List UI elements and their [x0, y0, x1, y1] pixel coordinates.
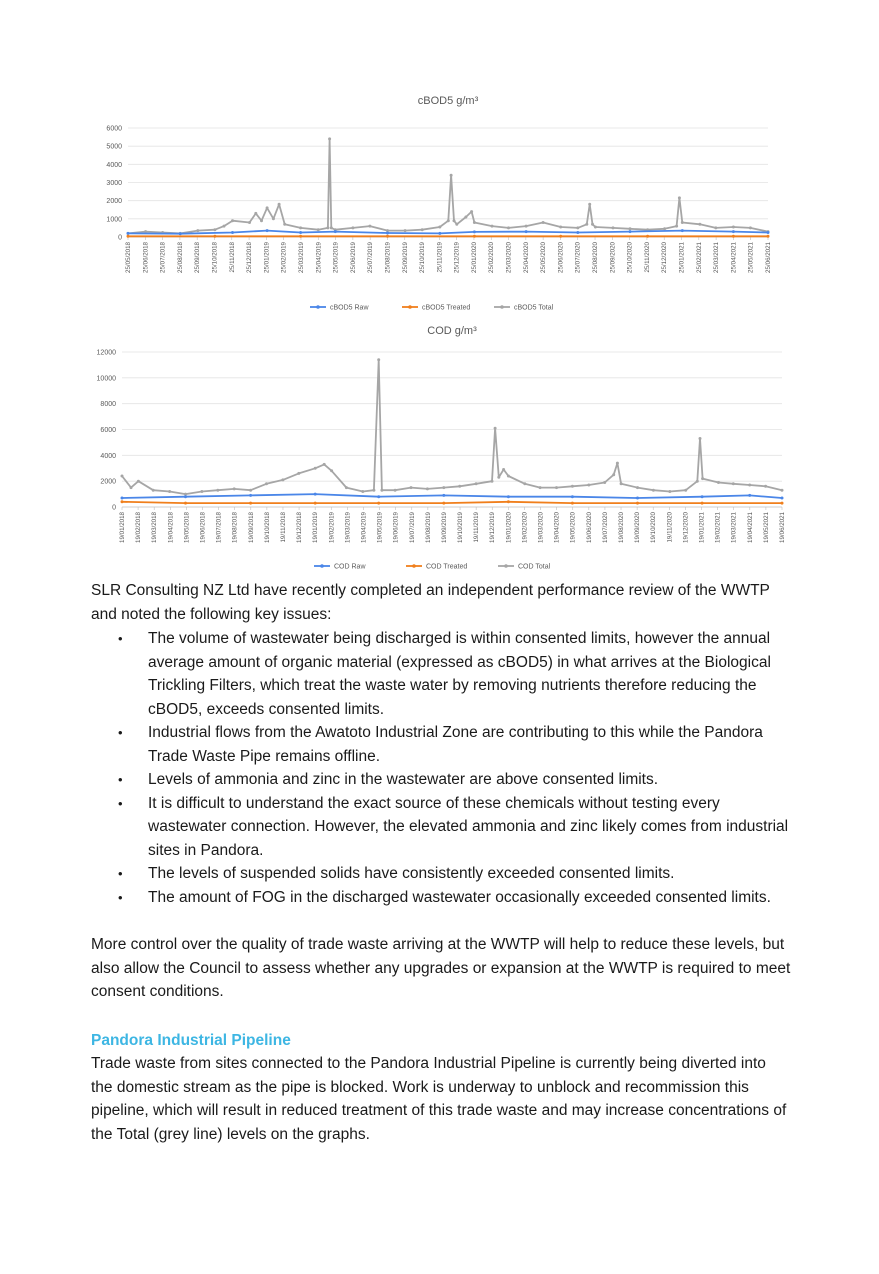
data-point — [438, 226, 441, 229]
data-point — [278, 203, 281, 206]
data-point — [438, 232, 441, 235]
issue-text: The amount of FOG in the discharged wastewater occasionally exceeded consented limits. — [148, 888, 771, 906]
x-tick-label: 19/12/2019 — [489, 512, 497, 543]
x-tick-label: 19/04/2020 — [553, 512, 561, 543]
x-tick-label: 19/05/2019 — [376, 512, 384, 543]
data-point — [732, 226, 735, 229]
data-point — [248, 221, 251, 224]
legend-label: cBOD5 Raw — [330, 304, 369, 312]
x-tick-label: 19/02/2021 — [714, 512, 722, 543]
data-point — [678, 196, 681, 199]
x-tick-label: 25/07/2018 — [159, 242, 167, 273]
data-point — [473, 235, 476, 238]
series-line-cod-raw — [122, 494, 782, 498]
x-tick-label: 19/07/2019 — [408, 512, 416, 543]
data-point — [314, 493, 317, 496]
data-point — [767, 235, 770, 238]
y-tick-label: 6000 — [100, 427, 116, 434]
x-tick-label: 25/10/2020 — [626, 242, 634, 273]
y-tick-label: 1000 — [106, 216, 122, 224]
data-point — [603, 481, 606, 484]
legend-label: cBOD5 Total — [514, 304, 554, 312]
x-tick-label: 25/12/2018 — [246, 242, 254, 273]
data-point — [323, 463, 326, 466]
y-tick-label: 6000 — [106, 125, 122, 133]
data-point — [328, 137, 331, 140]
data-point — [184, 493, 187, 496]
series-line-cod-treated — [122, 502, 782, 503]
x-tick-label: 25/05/2018 — [125, 242, 132, 273]
x-tick-label: 25/10/2019 — [419, 242, 427, 273]
data-point — [442, 494, 445, 497]
bullet-icon: • — [118, 795, 123, 811]
x-tick-label: 25/05/2021 — [747, 242, 755, 273]
data-point — [636, 486, 639, 489]
legend-label: COD Total — [518, 563, 551, 571]
data-point — [168, 490, 171, 493]
data-point — [701, 477, 704, 480]
data-point — [732, 230, 735, 233]
data-point — [732, 482, 735, 485]
data-point — [636, 502, 639, 505]
legend-marker — [408, 305, 412, 309]
x-tick-label: 25/03/2021 — [713, 242, 721, 273]
x-tick-label: 25/12/2019 — [453, 242, 461, 273]
x-tick-label: 19/12/2018 — [296, 512, 304, 543]
x-tick-label: 25/06/2021 — [765, 242, 772, 273]
x-tick-label: 25/08/2019 — [384, 242, 392, 273]
data-point — [380, 489, 383, 492]
data-point — [767, 231, 770, 234]
x-tick-label: 25/03/2020 — [505, 242, 513, 273]
x-tick-label: 25/10/2018 — [211, 242, 219, 273]
y-tick-label: 10000 — [96, 375, 116, 383]
x-tick-label: 19/02/2020 — [521, 512, 529, 543]
data-point — [426, 487, 429, 490]
data-point — [184, 495, 187, 498]
data-point — [121, 500, 124, 503]
x-tick-label: 19/02/2019 — [328, 512, 336, 543]
bullet-icon: • — [118, 866, 123, 881]
data-point — [748, 484, 751, 487]
x-tick-label: 19/07/2018 — [215, 512, 223, 543]
x-tick-label: 25/06/2019 — [349, 242, 357, 273]
data-point — [213, 228, 216, 231]
data-point — [233, 487, 236, 490]
x-tick-label: 19/06/2020 — [585, 512, 593, 543]
data-point — [299, 235, 302, 238]
data-point — [576, 231, 579, 234]
data-point — [345, 486, 348, 489]
x-tick-label: 25/03/2019 — [297, 242, 305, 273]
data-point — [127, 235, 130, 238]
data-point — [699, 437, 702, 440]
data-point — [442, 486, 445, 489]
data-point — [539, 486, 542, 489]
x-tick-label: 19/01/2019 — [312, 512, 320, 543]
x-tick-label: 25/12/2020 — [661, 242, 669, 273]
data-point — [249, 494, 252, 497]
data-point — [127, 232, 130, 235]
key-issues-list — [91, 627, 791, 909]
x-tick-label: 19/05/2018 — [183, 512, 191, 543]
x-tick-label: 19/07/2020 — [601, 512, 609, 543]
data-point — [299, 231, 302, 234]
x-tick-label: 25/07/2020 — [574, 242, 582, 273]
data-point — [410, 486, 413, 489]
x-tick-label: 19/10/2018 — [263, 512, 271, 543]
x-tick-label: 19/09/2020 — [634, 512, 642, 543]
data-point — [453, 219, 456, 222]
y-tick-label: 4000 — [100, 452, 116, 460]
data-point — [121, 475, 124, 478]
data-point — [781, 497, 784, 500]
pipeline-paragraph: Trade waste from sites connected to the Pandora Industrial Pipeline is currently being diverted into the domestic stream as the pipe is blocked. Work is underway to unblock and recommission this pipeline, which will result in reduced treatment of this trade waste and may increase concentrations of the Total (grey line) levels on the graphs. — [91, 1055, 787, 1143]
issue-text: The volume of wastewater being discharged is within consented limits, however the annual average amount of organic material (expressed as cBOD5) in what arrives at the Biological Trickling Filters, which treat the waste water by removing nutrients therefore reducing the cBOD5, exceeds consented limits. — [148, 630, 771, 718]
data-point — [507, 226, 510, 229]
data-point — [394, 489, 397, 492]
data-point — [254, 212, 257, 215]
data-point — [249, 489, 252, 492]
data-point — [404, 229, 407, 232]
x-tick-label: 25/11/2018 — [228, 242, 236, 273]
data-point — [200, 490, 203, 493]
y-tick-label: 8000 — [100, 401, 116, 409]
data-point — [497, 476, 500, 479]
data-point — [717, 481, 720, 484]
x-tick-label: 25/06/2020 — [557, 242, 565, 273]
data-point — [196, 229, 199, 232]
data-point — [585, 223, 588, 226]
data-point — [442, 502, 445, 505]
data-point — [636, 497, 639, 500]
x-tick-label: 19/03/2018 — [151, 512, 159, 543]
x-tick-label: 25/08/2018 — [176, 242, 184, 273]
x-tick-label: 19/03/2021 — [730, 512, 738, 543]
data-point — [266, 229, 269, 232]
data-point — [265, 482, 268, 485]
data-point — [266, 206, 269, 209]
data-point — [675, 225, 678, 228]
data-point — [231, 231, 234, 234]
legend-label: COD Raw — [334, 563, 366, 571]
data-point — [377, 358, 380, 361]
cod-chart-svg — [0, 322, 879, 574]
x-tick-label: 25/09/2020 — [609, 242, 617, 273]
data-point — [470, 210, 473, 213]
issue-item — [118, 627, 791, 721]
data-point — [494, 427, 497, 430]
series-line-cod-total — [122, 360, 782, 494]
data-point — [455, 223, 458, 226]
data-point — [137, 480, 140, 483]
cod-chart — [0, 322, 879, 574]
data-point — [458, 485, 461, 488]
issue-item — [118, 792, 791, 863]
x-tick-label: 19/04/2019 — [360, 512, 368, 543]
data-point — [646, 235, 649, 238]
section-heading: Pandora Industrial Pipeline — [91, 1031, 291, 1049]
x-tick-label: 19/08/2019 — [424, 512, 432, 543]
x-tick-label: 25/06/2018 — [142, 242, 150, 273]
x-tick-label: 25/01/2020 — [470, 242, 478, 273]
data-point — [386, 232, 389, 235]
data-point — [213, 235, 216, 238]
data-point — [701, 502, 704, 505]
data-point — [179, 232, 182, 235]
x-tick-label: 25/01/2021 — [678, 242, 686, 273]
data-point — [272, 217, 275, 220]
trade-waste-paragraph: More control over the quality of trade waste arriving at the WWTP will help to reduce these levels, but also allow the Council to assess whether any upgrades or expansion at the WWTP is required to meet consent conditions. — [91, 936, 791, 1000]
y-tick-label: 0 — [112, 504, 116, 512]
x-tick-label: 19/06/2018 — [199, 512, 207, 543]
data-point — [368, 225, 371, 228]
data-point — [377, 502, 380, 505]
data-point — [555, 486, 558, 489]
bullet-icon: • — [118, 772, 123, 787]
legend-label: COD Treated — [426, 563, 468, 571]
data-point — [351, 226, 354, 229]
data-point — [377, 495, 380, 498]
data-point — [594, 226, 597, 229]
data-point — [781, 502, 784, 505]
data-point — [525, 225, 528, 228]
y-tick-label: 2000 — [100, 478, 116, 486]
data-point — [334, 230, 337, 233]
data-point — [473, 230, 476, 233]
data-point — [696, 480, 699, 483]
data-point — [473, 221, 476, 224]
x-tick-label: 25/04/2020 — [522, 242, 530, 273]
x-tick-label: 25/09/2019 — [401, 242, 409, 273]
data-point — [668, 490, 671, 493]
data-point — [216, 489, 219, 492]
data-point — [507, 495, 510, 498]
data-point — [781, 489, 784, 492]
data-point — [571, 502, 574, 505]
bullet-icon: • — [118, 631, 123, 646]
data-point — [475, 482, 478, 485]
issue-item — [118, 862, 791, 886]
legend-marker — [504, 564, 508, 568]
data-point — [361, 490, 364, 493]
bullet-icon: • — [118, 725, 123, 740]
data-point — [507, 475, 510, 478]
y-tick-label: 3000 — [106, 180, 122, 187]
x-tick-label: 19/06/2019 — [392, 512, 400, 543]
x-tick-label: 25/07/2019 — [367, 242, 375, 273]
legend-marker — [412, 564, 416, 568]
data-point — [372, 489, 375, 492]
x-tick-label: 19/03/2019 — [344, 512, 352, 543]
data-point — [714, 226, 717, 229]
y-tick-label: 0 — [118, 234, 122, 242]
data-point — [283, 223, 286, 226]
x-tick-label: 19/04/2018 — [167, 512, 175, 543]
data-point — [281, 478, 284, 481]
x-tick-label: 19/08/2020 — [618, 512, 626, 543]
chart-title: COD g/m³ — [427, 325, 477, 337]
x-tick-label: 25/08/2020 — [592, 242, 600, 273]
x-tick-label: 19/05/2021 — [762, 512, 770, 543]
data-point — [542, 221, 545, 224]
data-point — [223, 225, 226, 228]
series-line-cbod5-raw — [128, 231, 768, 234]
data-point — [612, 226, 615, 229]
data-point — [732, 235, 735, 238]
x-tick-label: 19/11/2020 — [666, 512, 674, 543]
x-tick-label: 25/02/2019 — [280, 242, 288, 273]
data-point — [698, 223, 701, 226]
data-point — [491, 225, 494, 228]
x-tick-label: 25/05/2020 — [540, 242, 548, 273]
x-tick-label: 19/01/2021 — [698, 512, 706, 543]
legend-label: cBOD5 Treated — [422, 304, 471, 312]
data-point — [616, 462, 619, 465]
data-point — [663, 227, 666, 230]
data-point — [326, 226, 329, 229]
data-point — [629, 230, 632, 233]
x-tick-label: 19/12/2020 — [682, 512, 690, 543]
data-point — [684, 489, 687, 492]
x-tick-label: 25/11/2020 — [643, 242, 651, 273]
data-point — [491, 480, 494, 483]
issue-text: The levels of suspended solids have consistently exceeded consented limits. — [148, 865, 675, 882]
x-tick-label: 25/05/2019 — [332, 242, 340, 273]
x-tick-label: 25/11/2019 — [436, 242, 444, 273]
data-point — [559, 226, 562, 229]
issue-item — [118, 768, 791, 792]
legend-marker — [500, 305, 504, 309]
data-point — [571, 485, 574, 488]
data-point — [748, 494, 751, 497]
x-tick-label: 19/06/2021 — [779, 512, 786, 543]
x-tick-label: 19/02/2018 — [135, 512, 143, 543]
legend-marker — [316, 305, 320, 309]
data-point — [130, 486, 133, 489]
data-point — [620, 482, 623, 485]
x-tick-label: 19/08/2018 — [231, 512, 239, 543]
issue-text: Levels of ammonia and zinc in the wastewater are above consented limits. — [148, 771, 659, 788]
chart-title: cBOD5 g/m³ — [417, 95, 479, 107]
data-point — [450, 174, 453, 177]
data-point — [447, 219, 450, 222]
x-tick-label: 19/09/2019 — [440, 512, 448, 543]
data-point — [502, 468, 505, 471]
x-tick-label: 19/04/2021 — [746, 512, 754, 543]
x-tick-label: 19/11/2019 — [473, 512, 481, 543]
data-point — [464, 216, 467, 219]
x-tick-label: 19/01/2018 — [119, 512, 126, 543]
data-point — [571, 495, 574, 498]
x-tick-label: 25/02/2021 — [695, 242, 703, 273]
y-tick-label: 5000 — [106, 143, 122, 151]
data-point — [231, 219, 234, 222]
issue-item — [118, 886, 791, 910]
x-tick-label: 25/04/2021 — [730, 242, 738, 273]
data-point — [299, 226, 302, 229]
data-point — [249, 502, 252, 505]
data-point — [591, 223, 594, 226]
data-point — [588, 203, 591, 206]
issue-text: Industrial flows from the Awatoto Industrial Zone are contributing to this while the Pandora Trade Waste Pipe remains offline. — [148, 724, 763, 765]
x-tick-label: 19/03/2020 — [537, 512, 545, 543]
data-point — [421, 228, 424, 231]
data-point — [525, 230, 528, 233]
data-point — [314, 502, 317, 505]
data-point — [576, 226, 579, 229]
data-point — [612, 473, 615, 476]
data-point — [121, 497, 124, 500]
data-point — [701, 495, 704, 498]
legend-marker — [320, 564, 324, 568]
y-tick-label: 12000 — [96, 349, 116, 357]
cbod5-chart-svg — [0, 90, 879, 318]
issue-item — [118, 721, 791, 768]
x-tick-label: 19/05/2020 — [569, 512, 577, 543]
data-point — [523, 482, 526, 485]
data-point — [184, 502, 187, 505]
intro-paragraph: SLR Consulting NZ Ltd have recently completed an independent performance review of the WWTP and noted the following key issues: — [91, 582, 770, 623]
data-point — [587, 484, 590, 487]
x-tick-label: 19/09/2018 — [247, 512, 255, 543]
data-point — [330, 469, 333, 472]
cbod5-chart — [0, 90, 879, 318]
x-tick-label: 25/09/2018 — [194, 242, 202, 273]
data-point — [681, 221, 684, 224]
data-point — [386, 235, 389, 238]
x-tick-label: 25/04/2019 — [315, 242, 323, 273]
x-tick-label: 25/01/2019 — [263, 242, 271, 273]
x-tick-label: 19/01/2020 — [505, 512, 513, 543]
data-point — [507, 500, 510, 503]
data-point — [317, 228, 320, 231]
data-point — [652, 489, 655, 492]
y-tick-label: 2000 — [106, 198, 122, 206]
data-point — [330, 226, 333, 229]
data-point — [681, 229, 684, 232]
y-tick-label: 4000 — [106, 161, 122, 169]
data-point — [559, 235, 562, 238]
data-point — [749, 226, 752, 229]
data-point — [297, 472, 300, 475]
data-point — [629, 227, 632, 230]
x-tick-label: 19/11/2018 — [279, 512, 287, 543]
data-point — [152, 489, 155, 492]
data-point — [764, 485, 767, 488]
x-tick-label: 19/10/2020 — [650, 512, 658, 543]
x-tick-label: 19/10/2019 — [457, 512, 465, 543]
bullet-icon: • — [118, 889, 123, 905]
data-point — [260, 219, 263, 222]
issue-text: It is difficult to understand the exact source of these chemicals without testing every wastewater connection. However, the elevated ammonia and zinc likely comes from industrial sites in Pandora. — [148, 794, 789, 859]
data-point — [314, 467, 317, 470]
x-tick-label: 25/02/2020 — [488, 242, 496, 273]
body-text — [91, 579, 791, 1146]
